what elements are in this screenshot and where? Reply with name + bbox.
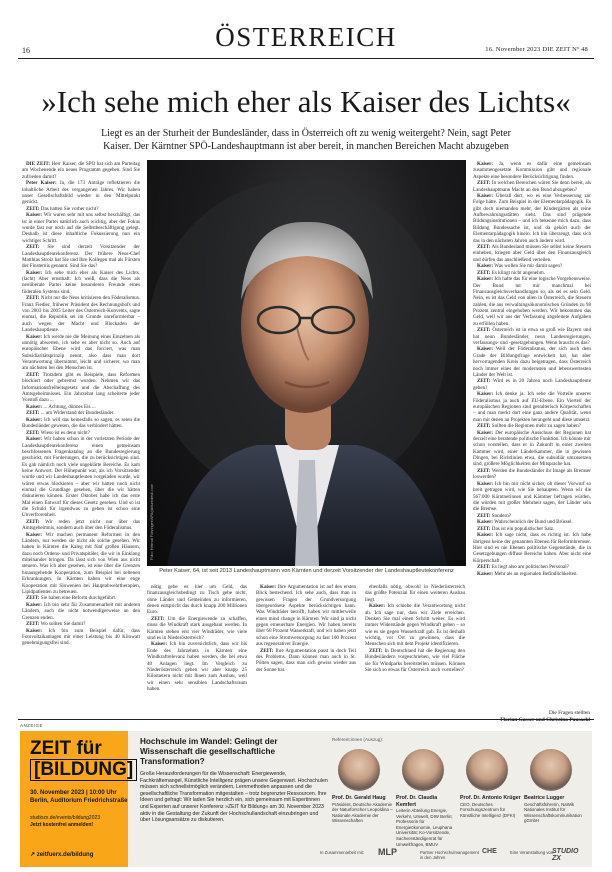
speaker-name: Beatrice Lugger: [524, 795, 565, 801]
logo-line-1: ZEIT für: [30, 738, 102, 759]
speaker-label: Kaiser:: [26, 269, 43, 276]
paragraph-text: Ich denke ja. Ich sehe die Vorteile unseres Föderalismus ja auch auf EU-Ebene. Ein Vierteil der europäischen Regionen sind gestalterisch Körperschaften – und man merkt dort eine ganz andere Qualität, wenn man mit denen an Projekten herangeht und diese umsetzt.: [473, 391, 591, 423]
speaker-label: Peter Kaiser:: [26, 180, 57, 187]
paragraph-text: Nicht nur die Neos kritisieren den Föderalismus. Franz Fiedler, früherer Präsident des Rechnungshofs und von 2003 bis 2005 Leiter des Österreich-Konvents, sagte einmal, die Republik sei im Grunde unreformierbar – auch wegen der Macht und Blockaden der Landeshauptleute.: [22, 295, 140, 334]
headline: »Ich sehe mich eher als Kaiser des Lichts«: [41, 84, 571, 119]
speaker-label: ZEIT:: [477, 423, 491, 430]
speaker-label: ZEIT:: [477, 525, 491, 532]
paragraph-text: Ja, wenn es dafür eine gemeinsam zusammengesetzte Kommission gibt und regionale Aspekte eine besondere Berücksichtigung finden.: [473, 161, 591, 180]
speaker-label: Kaiser:: [151, 641, 168, 648]
registration-cta[interactable]: Jetzt kostenfrei anmelden!: [30, 822, 94, 828]
paragraph-text: Es klingt nicht angenehm.: [490, 269, 545, 276]
article-paragraph: [473, 481, 591, 513]
paragraph-text: Sollten die Regionen mehr zu sagen haben?: [490, 423, 581, 430]
text-column-1: [22, 161, 140, 709]
speaker-label: ZEIT:: [477, 244, 491, 251]
page-number: 16: [22, 46, 30, 55]
ad-brand-panel: [20, 731, 134, 867]
credits-names: Florian Gasser und Christina Pausackl: [500, 717, 590, 723]
speaker-label: Kaiser:: [369, 603, 386, 610]
event-date-line: 30. November 2023 | 10:00 Uhr: [30, 790, 117, 796]
speaker-label: Kaiser:: [26, 416, 43, 423]
article-paragraph: [22, 430, 140, 436]
avatar: [402, 749, 444, 791]
paragraph-text: Österreich ist in etwa so groß wie Bayern und hat neun Bundesländer, neun Landesregierungen, verfassungs- und -gesetzgebungen. Wenn braucht es das?: [473, 327, 591, 346]
article-paragraph: [473, 423, 591, 429]
paragraph-text: Wieso ist es denn nicht?: [39, 429, 90, 436]
speaker-label: Kaiser:: [477, 263, 494, 270]
article-paragraph: [22, 436, 140, 518]
paragraph-text: ... am Widerstand der Bundesländer.: [39, 410, 115, 417]
article-paragraph: [147, 641, 247, 692]
article-paragraph: [22, 410, 140, 416]
article-paragraph: [473, 513, 591, 519]
speaker-label: Kaiser:: [477, 346, 494, 353]
speaker-role: Präsident, Deutsche Akademie der Naturforscher Leopoldina – Nationale Akademie der Wissenschaften: [332, 801, 393, 824]
paragraph-text: Überall dort, wo es eine Verbesserung zur Folge hätte. Zum Beispiel in der Elementarpädagogik. Es gibt doch niemanden mehr, der Kindergärten als reine Aufbewahrungsstätten sieht. Das sind prägende Bildungsinstitutionen – und ich bekenne mich dazu, dass Bildung Bundessache ist, und da gehört auch der Elementarpädagogik hinein. Ich bin überzeugt, dass sich das in den nächsten Jahren auch ändern wird.: [473, 193, 591, 244]
article-paragraph: [473, 519, 591, 525]
speaker-label: Kaiser:: [477, 480, 494, 487]
article-paragraph: [473, 327, 591, 346]
sponsor-intro: In Zusammenarbeit mit:: [320, 850, 364, 855]
speakers-heading: Referent:innen (Auszug):: [332, 737, 384, 742]
ad-label: ANZEIGE: [20, 723, 43, 728]
article-paragraph: [22, 602, 140, 621]
paragraph-text: Um die Energiewende zu schaffen, muss die Windkraft stark ausgebaut werden. In Kärnten stehen erst vier Windräder, wie viele sind es in Niederösterreich?: [147, 615, 247, 641]
article-paragraph: [473, 276, 591, 327]
sponsor-partner-label: Partner Hochschulmanagement in den Jahren: [420, 850, 479, 860]
speaker-name: Prof. Dr. Antonio Krüger: [460, 795, 521, 801]
article-paragraph: [473, 346, 591, 378]
paragraph-text: Ich bin sehr für Zusammenarbeit mit anderen Ländern, auch die nicht notwendigerweise an den Grenzen enden.: [22, 601, 140, 621]
article-paragraph: [473, 263, 591, 269]
article-paragraph: [256, 648, 356, 673]
sponsor-mlp-logo: MLP: [378, 847, 397, 857]
speaker-label: ZEIT:: [26, 595, 40, 602]
event-location: Berlin, Auditorium Friedrichstraße: [30, 798, 128, 804]
article-paragraph: [22, 532, 140, 595]
deck: Liegt es an der Sturheit der Bundesländer, dass in Österreich oft zu wenig weitergeht? Nein, sagt Peter Kaiser. Der Kärntner SPÖ-Landeshauptmann ist aber bereit, in manchen Bereichen Macht abzugeben: [101, 128, 511, 152]
speaker-card: [460, 745, 522, 818]
paragraph-text: Ich sehe mich eher als Kaiser des Lichts. (lacht) Aber ernsthaft: Ich weiß, dass die Neos als neoliberale Partei keine besonderen Freunde eines föderalen Systems sind.: [22, 269, 140, 295]
speaker-label: ZEIT:: [369, 647, 383, 654]
article-paragraph: [22, 270, 140, 295]
article-paragraph: [22, 404, 140, 410]
article-paragraph: [473, 391, 591, 423]
studio-zx-logo: STUDIO ZX: [552, 848, 579, 862]
speaker-label: ZEIT:: [26, 518, 40, 525]
speaker-label: ZEIT:: [477, 327, 491, 334]
article-paragraph: [22, 519, 140, 532]
article-paragraph: [22, 244, 140, 269]
avatar: [338, 749, 380, 791]
article-paragraph: [473, 468, 591, 481]
section-title: ÖSTERREICH: [215, 22, 397, 52]
speaker-label: Kaiser:: [477, 429, 494, 436]
speaker-label: Kaiser:: [26, 627, 43, 634]
text-column-2: [147, 584, 247, 709]
article-paragraph: [147, 616, 247, 641]
speaker-label: DIE ZEIT:: [26, 161, 51, 167]
paragraph-text: Was wollen Sie mir damit sagen?: [493, 263, 563, 270]
speaker-label: ZEIT:: [26, 244, 40, 251]
speaker-label: ZEIT:: [477, 467, 491, 474]
article-paragraph: [473, 526, 591, 532]
article-paragraph: [473, 244, 591, 263]
speaker-role: CEO, Deutsches Forschungszentrum für Künstliche Intelligenz (DFKI): [460, 801, 516, 818]
avatar: [530, 749, 572, 791]
article-paragraph: [473, 180, 591, 193]
paragraph-text: Wahrscheinlich der Bund und Brüssel.: [493, 519, 573, 526]
article-paragraph: [365, 648, 465, 673]
article-paragraph: [473, 161, 591, 180]
ad-text: Große Herausforderungen für die Wissenschaft: Energiewende, Fachkräftemangel, Künstliche Intelligenz prägen unsere Gegenwart. Hochschulen müssen sich schnellstmöglich verändern, Lernmethoden anpassen und die gesellschaftliche Transformation mitgestalten – trotz begrenzter Ressourcen. Ihre Ideen und gefragt: Wir laden Sie herzlich ein, sich gemeinsam mit Expertinnen und Experten auf unserer Konferenz »ZEIT für Bildung« am 30. November 2023 aktiv in die Gestaltung der Zukunft der Hochschullandschaft einzubringen und über Lösungsansätze zu diskutieren.: [140, 771, 328, 824]
speaker-label: ZEIT:: [26, 410, 40, 417]
article-paragraph: [473, 532, 591, 564]
speaker-label: ZEIT:: [26, 621, 40, 628]
zeit-bildung-logo: [30, 739, 137, 781]
paragraph-text: Ich werde nie die Meinung eines Einzelnen als unnötig abwerten, ich sehe es aber nicht so. Auch auf europäischer Ebene wird das forciert, was man Subsidiaritätsprinzip nennt, also dass man dort Verantwortung übernimmt, leicht und sicherer, wo man am nächsten bei den Menschen ist.: [22, 333, 140, 372]
paragraph-text: Der europäische Ausschuss der Regionen hat derzeit eine beratende politische Funktion. Ich könnte mir schon vorstellen, dass er in Zukunft in einer zweiten Kammer wird, einer Länderkammer, die in gewissen Dingen, bei Richtlinien etwa, die subsidiär umzusetzen sind, größere Möglichkeiten der Mitsprache hat.: [473, 429, 591, 468]
dateline: 16. November 2023 DIE ZEIT Nº 48: [485, 46, 588, 53]
speaker-label: Kaiser:: [477, 570, 494, 577]
speaker-label: Kaiser:: [26, 531, 43, 538]
speaker-label: Kaiser:: [26, 601, 43, 608]
paragraph-text: Herr Kaiser, die SPÖ hat sich am Parteitag am Wochenende ein neues Programm gegeben. Sind Sie zufrieden damit?: [22, 161, 140, 180]
photo-caption: Peter Kaiser, 64, ist seit 2013 Landeshauptmann von Kärnten und derzeit Vorsitzender der Landeshauptleutekonferenz: [159, 568, 454, 574]
paragraph-text: Ich halte das für eine logische Vorgehensweise. Der Bund tut mir manchmal bei Finanzausgleichsverhandlungen so, als sei es sein Geld. Nein, es ist das Geld von allen in Österreich, die Steuern zahlen, die aus verwaltungsökonomischen Gründen zu 98 Prozent zentral eingehoben werden. Wir bekommen das Geld, weil wir aus der Verfassung abgeleitete Aufgaben zu erfüllen haben.: [473, 276, 591, 327]
paragraph-text: Ja, die 173 Anträge reflektieren die inhaltliche Arbeit des vergangenen Jahres. Wir haben unser Gesellschaftsbild wieder in den Mittelpunkt gerückt.: [22, 180, 140, 206]
paragraph-text: Ich sage nicht, dass es richtig ist. Ich habe übrigens keine der genannten Ebenen für Reformbremser. Hier sind es nie Ebenen politische Gegenstände, die in Gesetzgebungen diffuse Bereiche haben. Aber nicht eine Körperschaft.: [473, 532, 591, 564]
speaker-label: ZEIT:: [26, 205, 40, 212]
paragraph-text: Als Bundesland müssen Sie selbst keine Steuern einheben, kriegen aber Geld über den Finanzausgleich und dürfen das anschließend verteilen.: [473, 244, 591, 263]
speaker-label: ZEIT:: [26, 295, 40, 302]
article-paragraph: [22, 628, 140, 647]
article-paragraph: [365, 603, 465, 647]
portrait-illustration: [147, 160, 466, 566]
speaker-name: Prof. Dr. Claudia Kemfert: [396, 795, 438, 808]
ad-bottom-link[interactable]: ↗ zeitfuerx.de/bildung: [30, 852, 94, 858]
paragraph-text: Sondern?: [490, 512, 512, 519]
paragraph-text: Werden die Bundesländer ihr Image als Bremser loswerden?: [473, 467, 591, 481]
article-paragraph: [365, 584, 465, 603]
speaker-label: Kaiser:: [477, 532, 494, 539]
sponsor-che-logo: CHE: [482, 848, 497, 855]
article-paragraph: [256, 584, 356, 647]
speaker-label: Kaiser:: [26, 333, 43, 340]
paragraph-text: Trotzdem gibt es Beispiele, dass Reformen blockiert oder gebremst wurden. Nehmen wir das Informationsfreiheitsgesetz und die Abschaffung des Amtsgeheimnisses. Ein Jahrzehnt lang scheiterte jeder Vorstoß dazu ...: [22, 371, 140, 404]
article-paragraph: [22, 295, 140, 333]
paragraph-text: Wir machen permanent Reformen in den Ländern, nur werden sie nicht als solche gesehen. Wir haben in Kärnten die Kaleg mit fünf großen Häusern, dazu noch Ordens- und Privatspitäler, die wir in Einklang miteinander bringen. Da lässt sich von Wien aus nicht steuern. Was ich aber gesehen, ist eine über die Grenzen hinausgehende Kooperation, zum Beispiel bei seltenen Erkrankungen. In Kärnten haben wir eine enge Kooperation mit Slowenien bei Hauptabwehrtherapien, Lipidpatienten zu betreuen.: [22, 531, 140, 595]
speaker-label: Kaiser:: [26, 212, 43, 219]
paragraph-text: Ich bin zuversichtlich, dass wir bis Ende des Jahrzehnts in Kärnten eine Windkraftrelevanz haben werden, die bei etwa 40 Anlagen liegt. Im Vergleich zu Niederösterreich geben wir aber knapp 25 Kilometern nicht mit Ihnen zum Ausbau, weil wir einen sehr sensiblen Landschaftsraum haben.: [147, 641, 247, 692]
advertisement[interactable]: [20, 731, 592, 867]
speaker-label: ZEIT:: [477, 378, 491, 385]
paragraph-text: nötig gebe es hier um Geld, das finanzausgleichsbedingt zu Tisch gebe nicht, ohne Länder und Gemeinden zu informieren, denen entspricht das durch knapp 200 Millionen Euro.: [147, 584, 247, 616]
speaker-label: Kaiser:: [477, 193, 494, 200]
interview-credits: [500, 710, 590, 724]
portrait-photo: [147, 160, 466, 566]
speaker-label: ZEIT:: [26, 429, 40, 436]
speaker-label: ZEIT:: [477, 512, 491, 519]
speaker-role: Leiterin Abteilung Energie, Verkehr, Umwelt, DIW Berlin; Professorin für Energieökonomie, Leuphana Universität; Ko-Vorsitzende, Sachverständigenrat für Umweltfragen, BMUV: [396, 808, 453, 847]
photo-credit: Foto: Helmut Fohringer/APA/picturedesk.com: [150, 483, 154, 560]
article-paragraph: [22, 212, 140, 244]
speaker-label: ZEIT:: [260, 647, 274, 654]
article-paragraph: [473, 564, 591, 570]
speaker-card: [332, 745, 394, 824]
paragraph-text: Mehr als an regionalen Befindlichkeiten.: [493, 570, 578, 577]
paragraph-text: Ich bin zum Beispiel dafür, dass Fotovoltaikanlagen mit einer Leistung bis 40 Kilowatt genehmigungsfrei sind.: [22, 627, 140, 647]
text-column-3: [256, 584, 356, 709]
paragraph-text: Es liegt also am politischen Personal?: [490, 564, 569, 571]
article-paragraph: [22, 161, 140, 180]
registration-info: [30, 815, 100, 829]
article-paragraph: [22, 621, 140, 627]
text-column-4: [365, 584, 465, 709]
article-paragraph: [473, 571, 591, 577]
speaker-card: [396, 745, 458, 847]
paragraph-text: Das hatten Sie vorher nicht?: [39, 205, 99, 212]
speaker-card: [524, 745, 586, 824]
text-column-5: [473, 161, 591, 691]
speaker-label: Kaiser:: [477, 161, 494, 167]
article-paragraph: [473, 378, 591, 391]
article-paragraph: [22, 595, 140, 601]
paragraph-text: Sie sind derzeit Vorsitzender der Landeshauptleutekonferenz. Der frühere Neos-Chef Matthias Strolz hat Sie und Ihre Kollegen mal als Fürsten der Finsternis genannt. Sind Sie das?: [22, 244, 140, 270]
credits-intro: Die Fragen stellten: [548, 710, 590, 716]
speaker-label: ZEIT:: [477, 564, 491, 571]
article-paragraph: [22, 417, 140, 430]
speaker-label: ZEIT:: [477, 180, 491, 187]
paragraph-text: Sie haben eine Reform durchgeführt.: [39, 595, 117, 602]
paragraph-text: Ihre Argumentation ist auf den ersten Blick bestechend. Ich sehe auch, dass man in gewissen Fragen der Grundversorgung übergeordnete Aspekte berücksichtigen kann. Was Windräder betrifft, haben wir mittlerweile einen mind change in Kärnten. Wir sind ja nicht gegen erneuerbare Energien. Wir haben bereits über 60 Prozent Wasserkraft, und wir haben jetzt schon eine Stromversorgung zu fast 100 Prozent aus regenerativer Energie.: [256, 584, 356, 648]
paragraph-text: In Deutschland hat die Regierung den Bundesländern vorgeschrieben, wie viel Fläche sie für Windparks bereitstellen müssen. Können Sie sich so etwas für Österreich auch vorstellen?: [365, 647, 465, 673]
speaker-label: Kaiser:: [477, 391, 494, 398]
paragraph-text: Ich schiebe die Verantwortung nicht ab. Ich sage nur, dass wir Ziele erreichen. Denken Sie mal einen Schritt weiter. Es wird immer Widerstände gegen Windkraft geben – so wie es sie gegen Wasserkraft gab. Es ist deshalb wichtig, vor Ort zu gewinnen, dass die Menschen sich mit dem Projekt identifizieren.: [365, 603, 465, 648]
paragraph-text: Ihre Argumentation passt in doch Teil des Problems. Dann können man auch in St. Pölten sagen, dass man sich gewiss wieder aus der Sonne hat.: [256, 647, 356, 673]
paragraph-text: Weil der Föderalismus, der sich auch dem Grade der Bildungsfrage entwickelt hat, hat aber hervorragenden Kreis dazu beigetragen, dass Österreich noch immer eines der modernsten und lebenswertesten Länder der Welt ist.: [473, 346, 591, 378]
article-paragraph: [22, 180, 140, 205]
speaker-name: Prof. Dr. Gerald Haug: [332, 795, 386, 801]
ad-title: Hochschule im Wandel: Gelingt der Wissenschaft die gesellschaftliche Transformation?: [140, 737, 278, 766]
logo-line-2: [BILDUNG]: [30, 759, 137, 781]
event-date: [30, 789, 127, 805]
speaker-label: ZEIT:: [477, 269, 491, 276]
article-paragraph: [22, 372, 140, 404]
paragraph-text: ebenfalls nötig, obwohl in Niederösterreich das größte Potenzial für einen weiteren Ausbau liegt.: [365, 584, 465, 603]
speaker-label: ZEIT:: [26, 371, 40, 378]
paragraph-text: In welchen Bereichen wären Sie denn bereit, als Landeshauptmann Macht an den Bund abzugeben?: [473, 180, 591, 193]
article-paragraph: [473, 193, 591, 244]
speaker-label: Kaiser:: [26, 436, 43, 443]
speaker-label: Kaiser:: [477, 519, 494, 526]
paragraph-text: Ich will das keinesfalls so sagen, es seien die Bundesländer gewesen, die das verhindert hätten.: [22, 416, 140, 430]
speaker-label: ZEIT:: [151, 615, 165, 622]
speaker-role: Geschäftsführerin, NaWik Nationales Institut für Wissenschaftskommunikation gGmbH: [524, 801, 582, 824]
paragraph-text: Das ist ein populistischer Satz.: [490, 525, 555, 532]
paragraph-text: Wird es in 20 Jahren noch Landeshauptleute geben?: [473, 378, 591, 391]
paragraph-text: Ich bin mir nicht sicher, ob dieser Vorwurf so breit getragen wird, wie Sie behaupten. Wenn wir die 567.000 Kärntnerinnen und Kärntner befragen würden, die würden mit großer Mehrheit sagen, der Länder sein die Bremse.: [473, 480, 591, 513]
speaker-label: Kaiser:: [260, 584, 277, 590]
ad-rule: [18, 719, 594, 720]
avatar: [466, 749, 508, 791]
paragraph-text: Wo sollten Sie damit?: [39, 621, 86, 628]
speaker-label: Kaiser:: [26, 403, 43, 410]
registration-link[interactable]: studiozx.de/events/bildung2023: [30, 815, 101, 821]
paragraph-text: Wir haben schon in der vorletzten Periode der Landeshauptleutekonferenz einen gemeinsam beschlossenen Fragenkatalog an die Bundesregierung geschickt, mit Forderungen, die zu berücksichtigen sind. Es gab nämlich noch viele ungeklärte Bereiche. Es kam keine Antwort. Der Höhepunkt war, als ich Vorsitzender wurde und wir Landeshauptleuten vorgeladen wurde, wir wären etwas blockieren – aber wir hatten noch nicht einmal die Grundlage gesehen, über die wir hätten diskutieren können. Erster Oktober habe ich das erste Mal einen Entwurf für dieses Gesetz gesehen. Und so ist die Schuld für irgendwas zu gehen ist schon eine Unverfrorenheit.: [22, 436, 140, 519]
paragraph-text: ... Achtung, dünnes Eis ...: [42, 403, 96, 410]
article-paragraph: [473, 430, 591, 468]
header-rule: [18, 58, 594, 59]
sponsor-event-label: Eine Veranstaltung von:: [510, 850, 555, 855]
paragraph-text: Wir waren sehr mit uns selbst beschäftigt, das ist in einer Partei natürlich auch wichtig, aber der Fokus wurde fast nur noch auf die Selbstbeschäftigung gelegt. Deshalb ist diese inhaltliche Fokussierung nun ein wichtiger Schritt.: [22, 212, 140, 244]
article-paragraph: [22, 334, 140, 372]
speaker-label: Kaiser:: [477, 276, 494, 283]
paragraph-text: Wir reden jetzt nicht nur über das Amtsgeheimnis, sondern auch über den Föderalismus.: [22, 518, 140, 532]
article-paragraph: [147, 584, 247, 616]
